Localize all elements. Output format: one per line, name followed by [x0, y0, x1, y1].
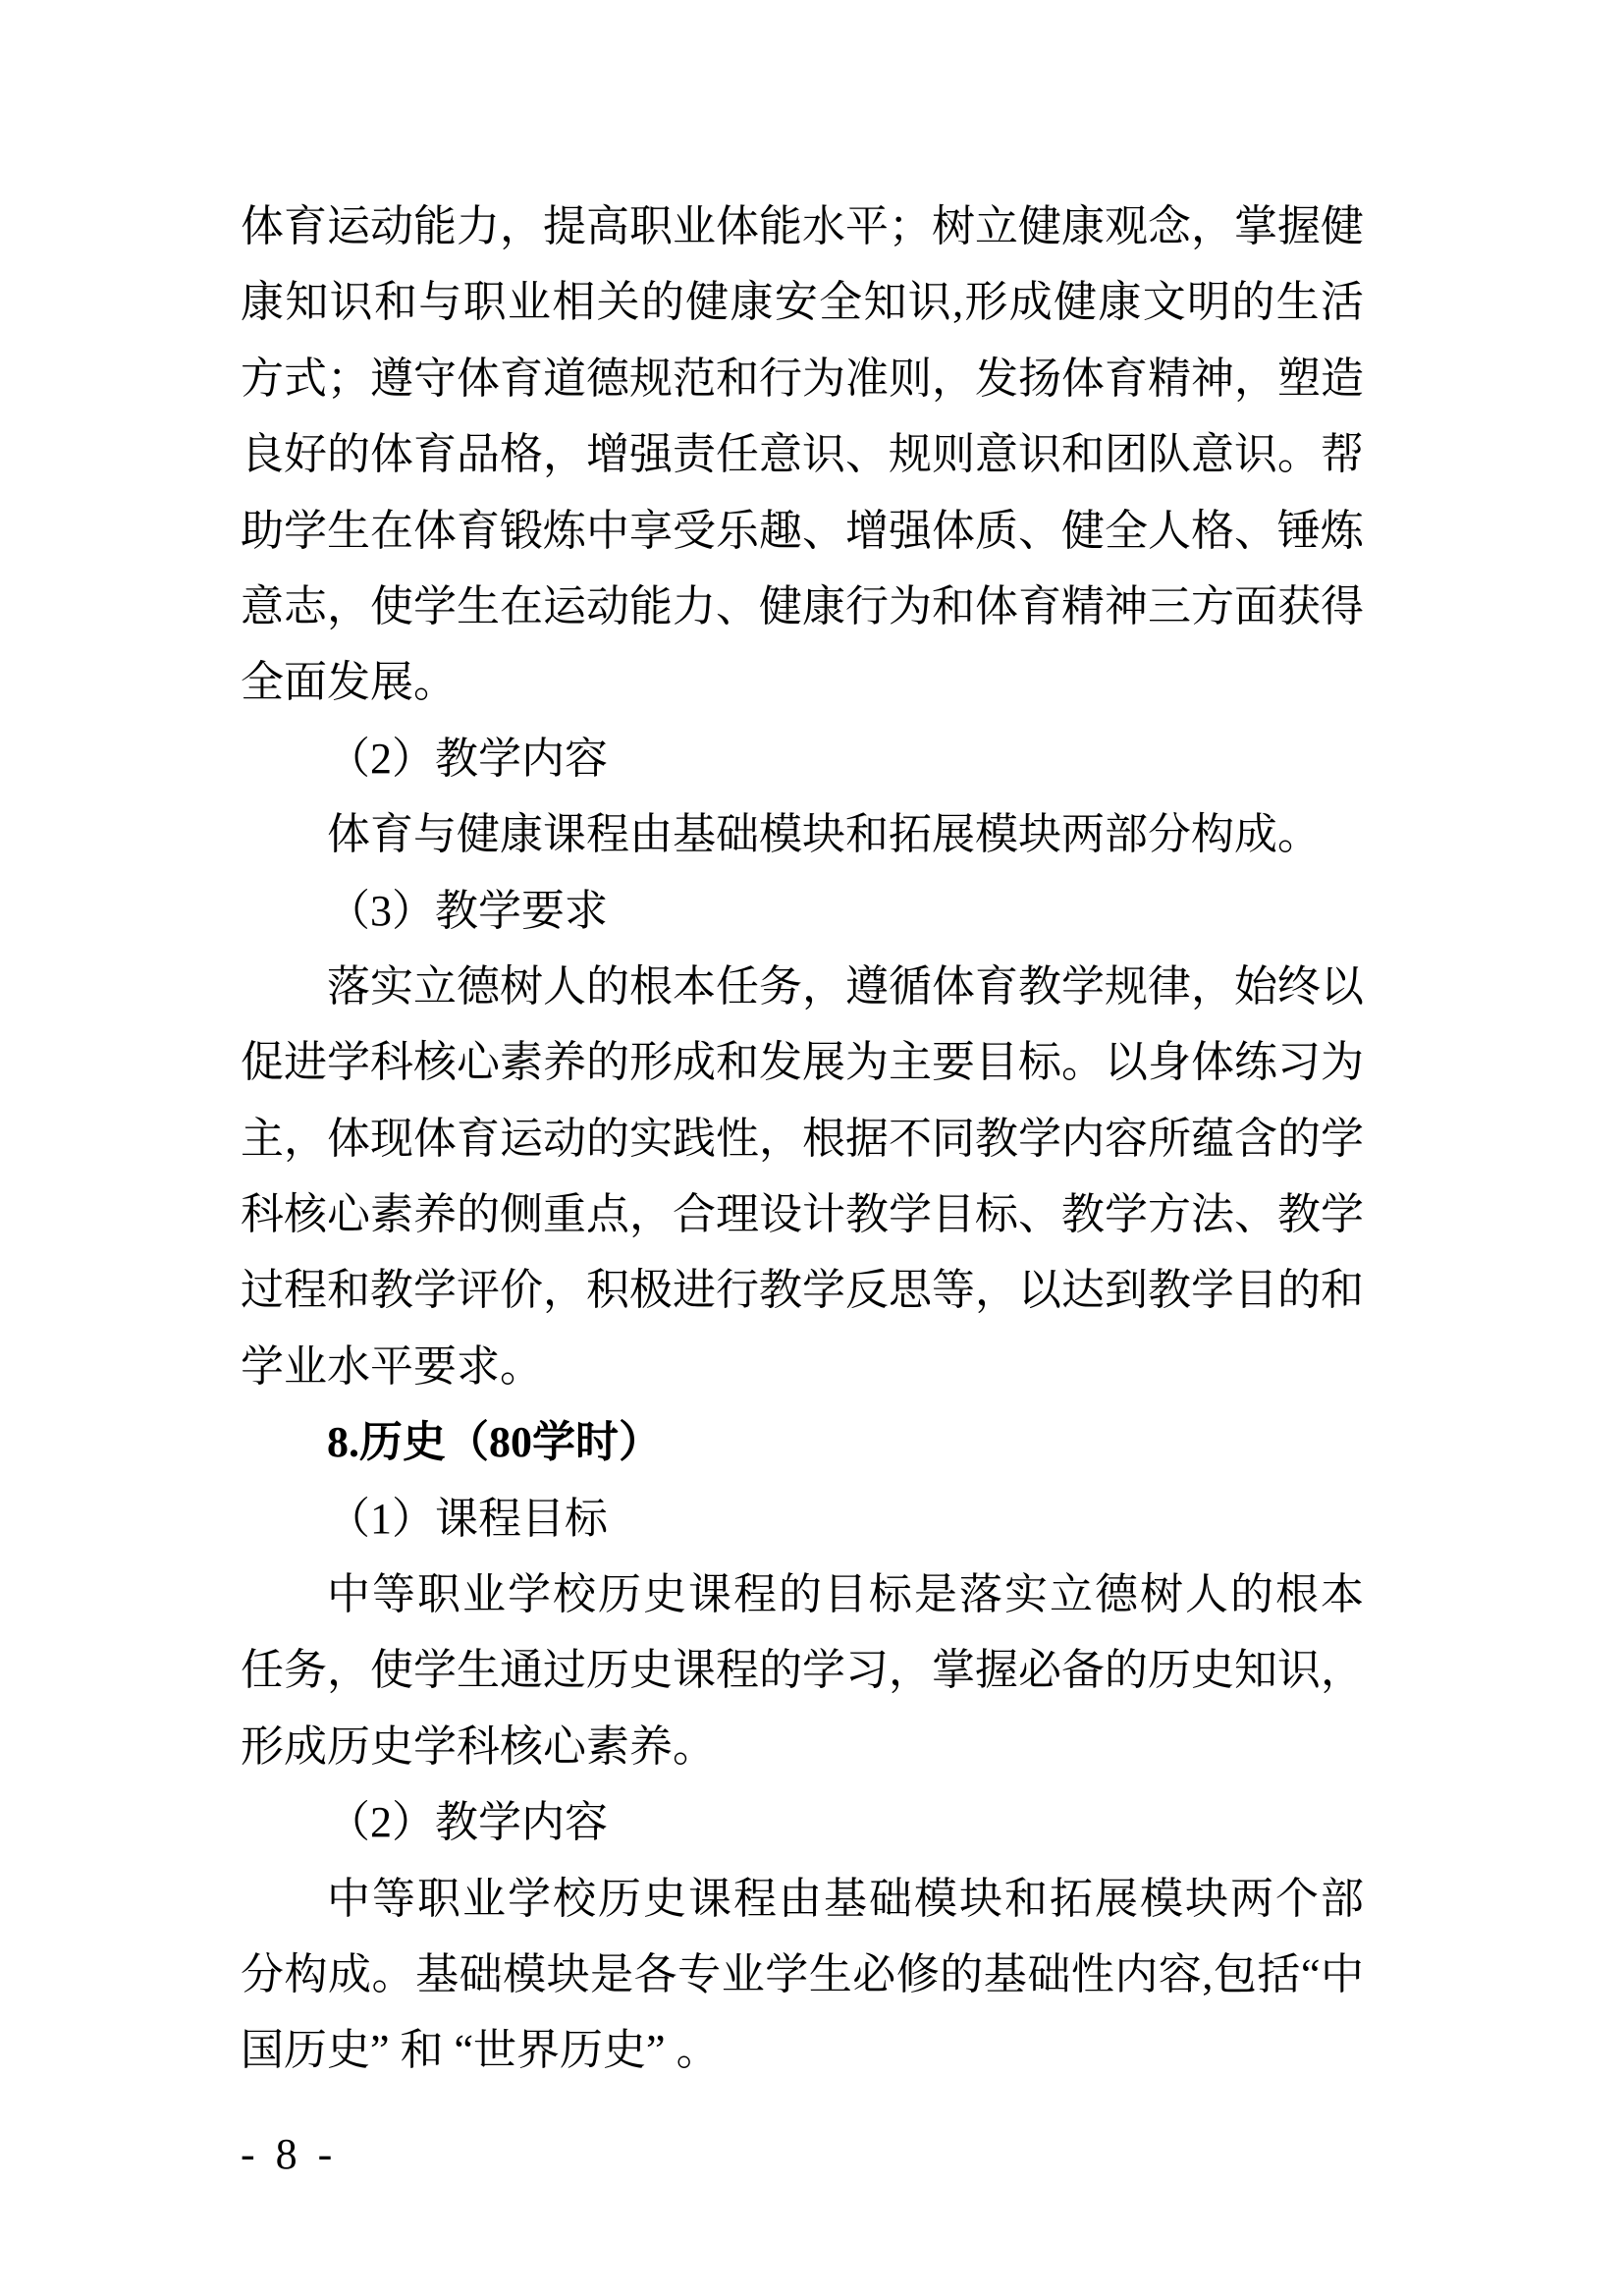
text-line: 科核心素养的侧重点，合理设计教学目标、教学方法、教学 [241, 1190, 1364, 1239]
text-line: 助学生在体育锻炼中享受乐趣、增强体质、健全人格、锤炼 [241, 506, 1364, 555]
text-line: （2）教学内容 [327, 1798, 608, 1847]
text-line: 任务，使学生通过历史课程的学习，掌握必备的历史知识， [241, 1646, 1364, 1695]
text-line: 学业水平要求。 [241, 1341, 543, 1391]
document-text-block [241, 189, 1364, 2089]
text-line: 体育与健康课程由基础模块和拓展模块两部分构成。 [327, 810, 1321, 859]
text-line: 主，体现体育运动的实践性，根据不同教学内容所蕴含的学 [241, 1114, 1364, 1163]
text-line: 国历史” 和 “世界历史” 。 [241, 2026, 720, 2075]
text-line: 方式；遵守体育道德规范和行为准则，发扬体育精神，塑造 [241, 354, 1364, 403]
text-line: （1）课程目标 [327, 1494, 608, 1543]
text-line: 落实立德树人的根本任务，遵循体育教学规律，始终以 [327, 961, 1364, 1011]
text-line: 形成历史学科核心素养。 [241, 1722, 716, 1771]
text-line: （2）教学内容 [327, 734, 608, 783]
text-line: 中等职业学校历史课程的目标是落实立德树人的根本 [327, 1570, 1364, 1619]
text-line: 良好的体育品格，增强责任意识、规则意识和团队意识。帮 [241, 430, 1364, 479]
text-line: 康知识和与职业相关的健康安全知识,形成健康文明的生活 [241, 278, 1364, 327]
text-line: 过程和教学评价，积极进行教学反思等，以达到教学目的和 [241, 1266, 1364, 1315]
text-line: 体育运动能力，提高职业体能水平；树立健康观念，掌握健 [241, 202, 1364, 250]
text-line: 中等职业学校历史课程由基础模块和拓展模块两个部 [327, 1874, 1364, 1923]
section-heading: 8.历史（80学时） [327, 1418, 662, 1467]
text-line: 分构成。基础模块是各专业学生必修的基础性内容,包括“中 [241, 1949, 1364, 1998]
text-line: 意志，使学生在运动能力、健康行为和体育精神三方面获得 [241, 581, 1364, 630]
text-line: 促进学科核心素养的形成和发展为主要目标。以身体练习为 [241, 1038, 1364, 1087]
page-number: - 8 - [241, 2130, 338, 2178]
text-line: 全面发展。 [241, 658, 457, 707]
text-line: （3）教学要求 [327, 886, 608, 935]
